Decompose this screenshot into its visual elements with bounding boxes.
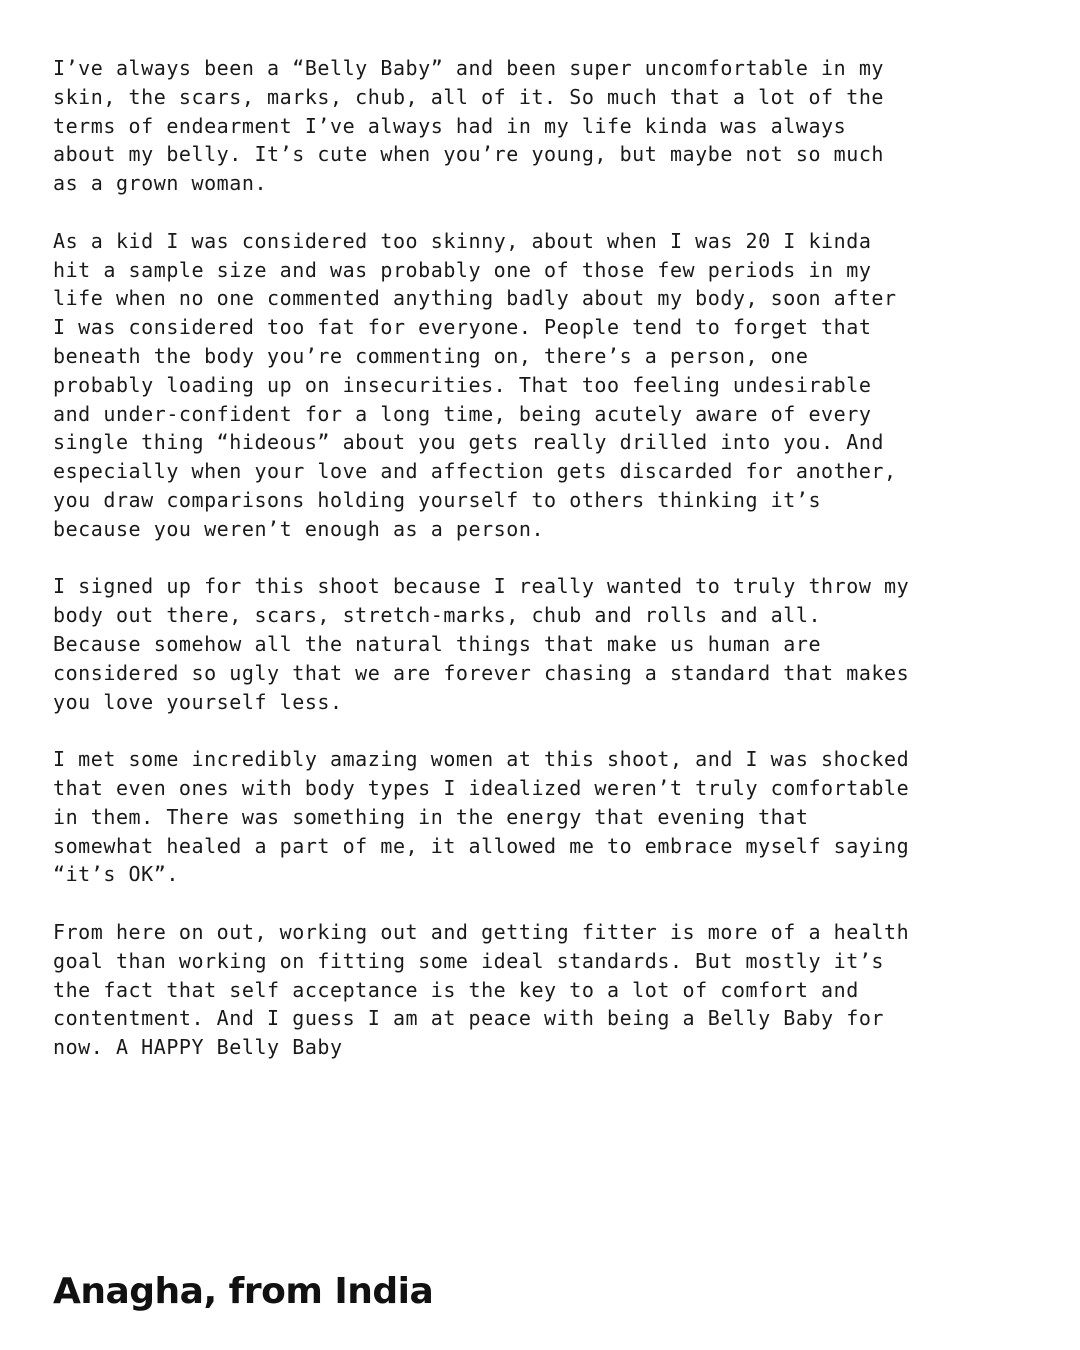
paragraph-3: I signed up for this shoot because I really wanted to truly throw my body out there, scars, stretch-marks, chub and rolls and all. Because somehow all the natural things that make us human are considered so ugly that we are forever chasing a standard that makes you love yourself less. bbox=[53, 574, 910, 714]
paragraph-2: As a kid I was considered too skinny, about when I was 20 I kinda hit a sample size and was probably one of those few periods in my life when no one commented anything badly about my body, soon after I was considered too fat for everyone. People tend to forget that beneath the body you’re commenting on, there’s a person, one probably loading up on insecurities. That too feeling undesirable and under-confident for a long time, being acutely aware of every single thing “hideous” about you gets really drilled into you. And especially when your love and affection gets discarded for another, you draw comparisons holding yourself to others thinking it’s because you weren’t enough as a person. bbox=[53, 228, 897, 541]
paragraph-1: I’ve always been a “Belly Baby” and been super uncomfortable in my skin, the scars, marks, chub, all of it. So much that a lot of the terms of endearment I’ve always had in my life kinda was always about my belly. It’s cute when you’re young, but maybe not so much as a grown woman. bbox=[53, 56, 885, 196]
author-signature: Anagha, from India bbox=[53, 1271, 434, 1312]
paragraph-4: I met some incredibly amazing women at this shoot, and I was shocked that even ones with body types I idealized weren’t truly comfortable in them. There was something in the energy that evening that somewhat healed a part of me, it allowed me to embrace myself saying “it’s OK”. bbox=[53, 747, 910, 887]
paragraph-5: From here on out, working out and getting fitter is more of a health goal than working on fitting some ideal standards. But mostly it’s the fact that self acceptance is the key to a lot of comfort and contentment. And I guess I am at peace with being a Belly Baby for now. A HAPPY Belly Baby bbox=[53, 919, 910, 1060]
story-text bbox=[53, 54, 913, 1091]
